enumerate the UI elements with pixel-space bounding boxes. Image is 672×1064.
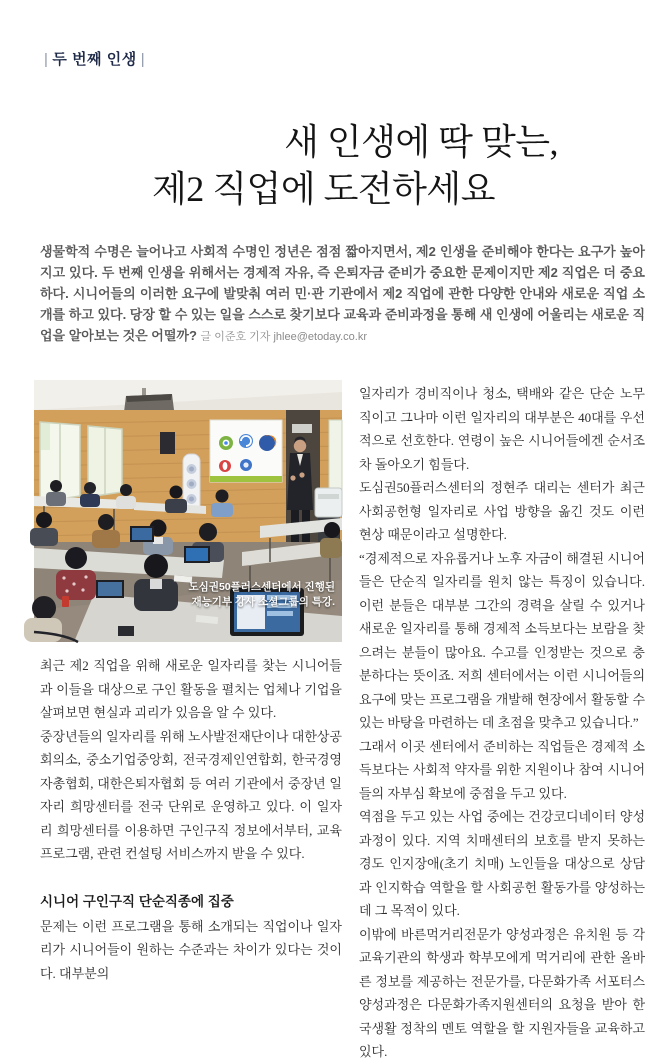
article-body bbox=[40, 380, 645, 1064]
article-title-line2: 제2 직업에 도전하세요 bbox=[152, 169, 495, 209]
paragraph: 최근 제2 직업을 위해 새로운 일자리를 찾는 시니어들과 이들을 대상으로 구인 활동을 펼치는 업체나 기업을 살펴보면 현실과 괴리가 있음을 알 수 있다. bbox=[40, 658, 342, 720]
photo-caption bbox=[189, 580, 335, 610]
paragraph: 도심권50플러스센터의 정현주 대리는 센터가 최근 사회공헌형 일자리로 사업 방향을 옮긴 것도 이런 현상 때문이라고 설명한다. bbox=[359, 480, 645, 542]
paragraph: “경제적으로 자유롭거나 노후 자금이 해결된 시니어들은 단순직 일자리를 원치 않는 특징이 있습니다. 이런 분들은 대부분 그간의 경력을 살릴 수 있거나 새로운 일자리를 통해 경제적 소득보다는 보람을 찾으려는 분들이 많아요. 수고를 인정받는 것으로 충분하다는 뜻이죠. 저희 센터에서는 이런 시니어들의 요구에 맞는 프로그램을 개발해 현장에서 활동할 수 있는 바탕을 마련하는 데 초점을 맞추고 있습니다.” bbox=[359, 550, 645, 730]
paragraph: 그래서 이곳 센터에서 준비하는 직업들은 경제적 소득보다는 사회적 약자를 위한 지원이나 참여 시니어들의 자부심 확보에 중점을 두고 있다. bbox=[359, 738, 645, 801]
lecture-photo bbox=[34, 380, 342, 642]
paragraph: 문제는 이런 프로그램을 통해 소개되는 직업이나 일자리가 시니어들이 원하는 수준과는 차이가 있다는 것이다. 대부분의 bbox=[40, 918, 342, 981]
paragraph: 이밖에 바른먹거리전문가 양성과정은 유치원 등 각 교육기관의 학생과 학부모에게 먹거리에 관한 올바른 정보를 제공하는 전문가를, 다문화가족 서포터스 양성과정은 다문화가족지원센터의 요청을 받아 한국생활 정착의 멘토 역할을 할 지원자들을 교육하고 있다. bbox=[359, 926, 645, 1059]
subheading: 시니어 구인구직 단순직종에 집중 bbox=[40, 893, 234, 909]
left-column bbox=[40, 380, 342, 1064]
article-title bbox=[152, 119, 558, 213]
photo-caption-line1: 도심권50플러스센터에서 진행된 bbox=[188, 581, 335, 593]
paragraph: 역점을 두고 있는 사업 중에는 건강코디네이터 양성 과정이 있다. 지역 치매센터의 보호를 받지 못하는 경도 인지장애(초기 치매) 노인들을 대상으로 상담과 인지학습 역할을 할 사회공헌 활동가를 양성하는 데 그 목적이 있다. bbox=[359, 809, 645, 918]
byline-label: 글 이준호 기자 bbox=[200, 331, 271, 343]
byline-email: jhlee@etoday.co.kr bbox=[273, 331, 367, 343]
byline bbox=[201, 331, 367, 343]
right-column bbox=[359, 382, 645, 1064]
photo-caption-line2: 재능기부 강사 소셜그룹의 특강. bbox=[191, 596, 335, 608]
projection-screen bbox=[210, 420, 282, 482]
kicker-bar-left: | bbox=[44, 51, 49, 68]
kicker-bar-right: | bbox=[140, 51, 146, 68]
left-column-text bbox=[40, 654, 342, 985]
lead-text: 생물학적 수명은 늘어나고 사회적 수명인 정년은 점점 짧아지면서, 제2 인생을 준비해야 한다는 요구가 높아지고 있다. 두 번째 인생을 위해서는 경제적 자유, 즉 은퇴자금 준비가 중요한 문제이지만 제2 직업은 더 중요하다. 시니어들의 이러한 요구에 발맞춰 여러 민·관 기관에서 제2 직업에 관한 다양한 안내와 새로운 직업 소개를 하고 있다. 당장 할 수 있는 일을 스스로 찾기보다 교육과 준비과정을 통해 새 인생에 어울리는 새로운 직업을 알아보는 것은 어떨까? bbox=[40, 244, 646, 343]
article-title-line1: 새 인생에 딱 맞는, bbox=[284, 122, 558, 162]
section-kicker bbox=[40, 48, 645, 69]
paragraph: 일자리가 경비직이나 청소, 택배와 같은 단순 노무직이고 그나마 이런 일자리의 대부분은 40대를 우선적으로 선호한다. 연령이 높은 시니어들에겐 순서조차 돌아오기 힘들다. bbox=[359, 386, 645, 472]
paragraph: 중장년들의 일자리를 위해 노사발전재단이나 대한상공회의소, 중소기업중앙회, 전국경제인연합회, 한국경영자총협회, 대한은퇴자협회 등 여러 기관에서 중장년 일자리 희망센터를 전국 단위로 운영하고 있다. 이 일자리 희망센터를 이용하면 구인구직 정보에서부터, 교육 프로그램, 관련 컨설팅 서비스까지 받을 수 있다. bbox=[40, 728, 342, 861]
article-lead bbox=[40, 241, 645, 348]
kicker-label: 두 번째 인생 bbox=[52, 51, 137, 68]
